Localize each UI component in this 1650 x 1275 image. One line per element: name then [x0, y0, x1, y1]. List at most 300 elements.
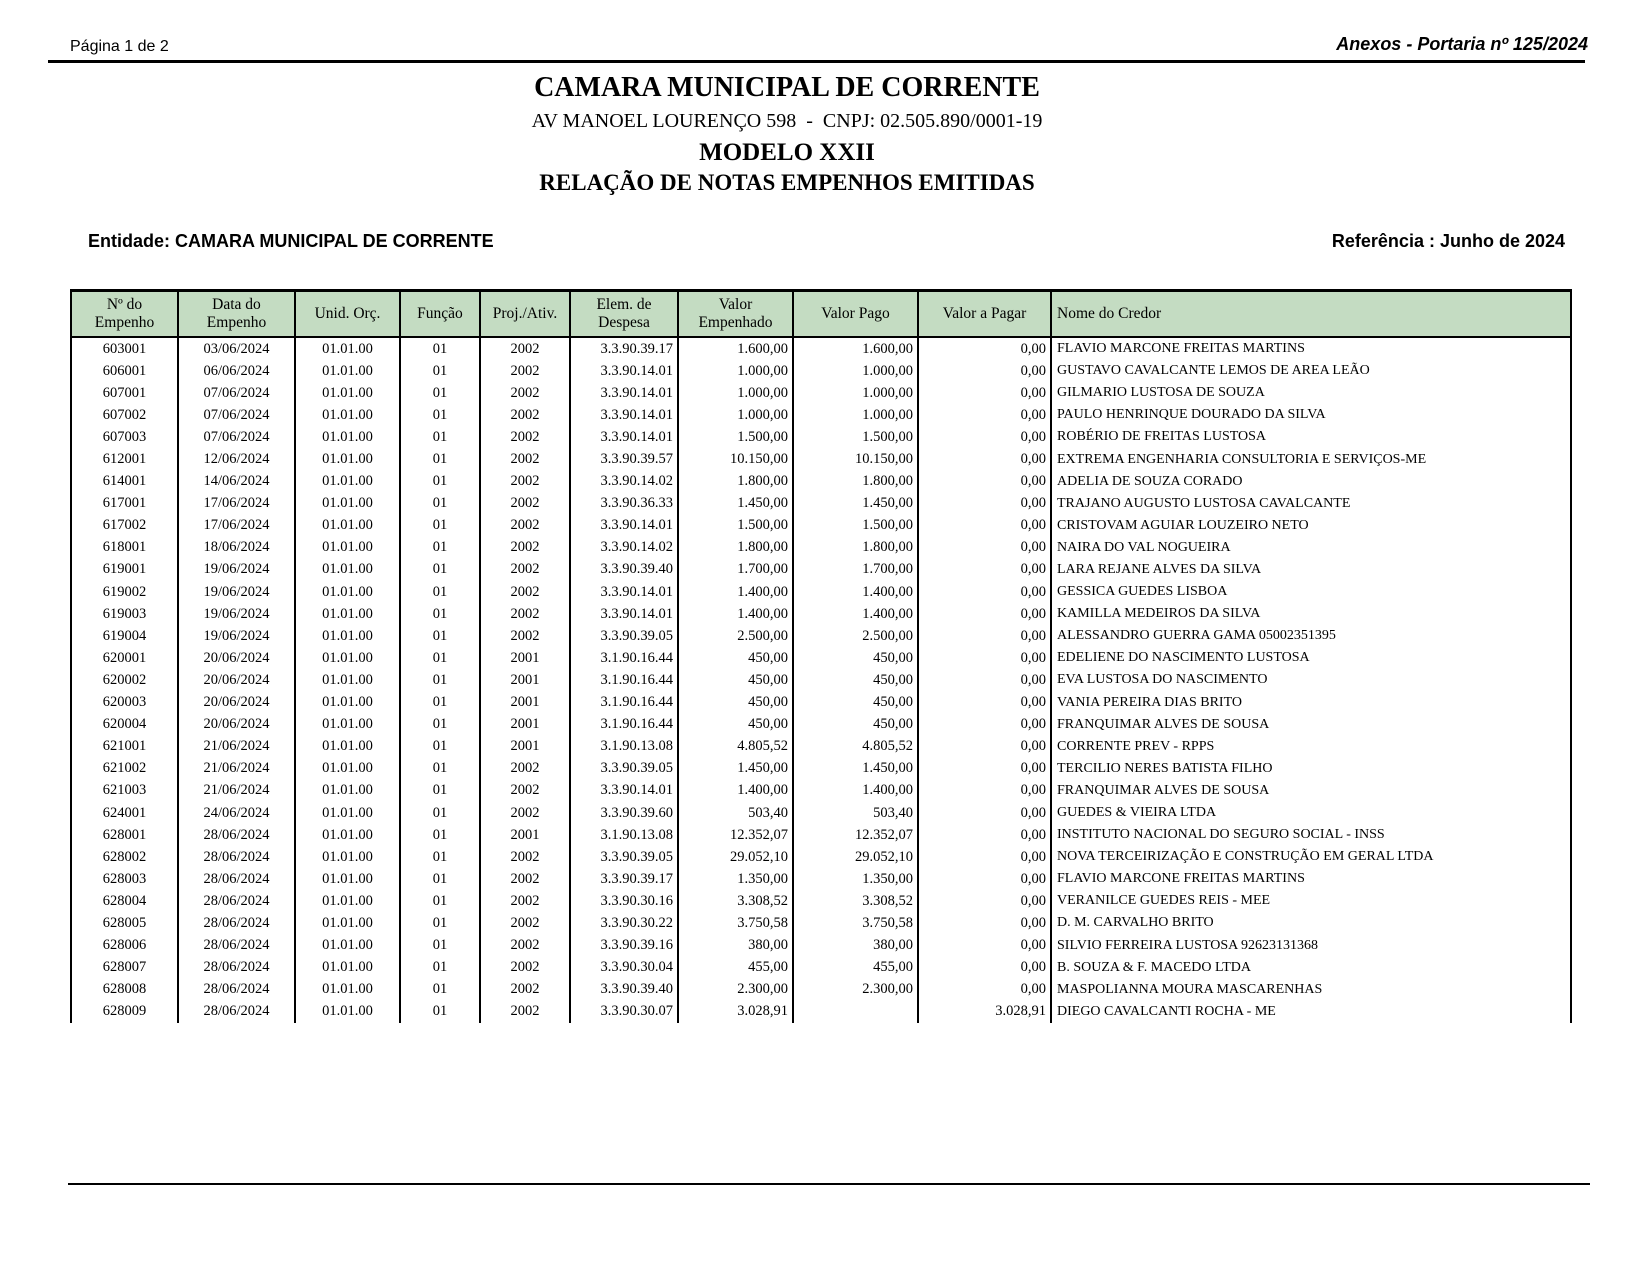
cell-funcao: 01 [400, 890, 480, 912]
cell-funcao: 01 [400, 360, 480, 382]
cell-nome-credor: EVA LUSTOSA DO NASCIMENTO [1051, 669, 1571, 691]
cell-proj-ativ: 2002 [480, 471, 570, 493]
cell-valor-a-pagar: 0,00 [918, 935, 1051, 957]
table-row [71, 647, 1571, 669]
cell-valor-a-pagar: 0,00 [918, 360, 1051, 382]
cell-numero-empenho: 617002 [71, 515, 178, 537]
cell-funcao: 01 [400, 912, 480, 934]
cell-elem-despesa: 3.3.90.14.02 [570, 537, 678, 559]
cell-numero-empenho: 628008 [71, 979, 178, 1001]
cell-unid-orc: 01.01.00 [295, 714, 400, 736]
cell-valor-empenhado: 1.400,00 [678, 780, 793, 802]
table-row [71, 824, 1571, 846]
cell-data-empenho: 28/06/2024 [178, 935, 295, 957]
cell-funcao: 01 [400, 714, 480, 736]
cell-numero-empenho: 617001 [71, 493, 178, 515]
cell-proj-ativ: 2002 [480, 625, 570, 647]
cell-numero-empenho: 607003 [71, 426, 178, 448]
cell-unid-orc: 01.01.00 [295, 669, 400, 691]
cell-numero-empenho: 612001 [71, 448, 178, 470]
cell-valor-empenhado: 1.000,00 [678, 404, 793, 426]
cell-numero-empenho: 618001 [71, 537, 178, 559]
cell-nome-credor: ROBÉRIO DE FREITAS LUSTOSA [1051, 426, 1571, 448]
cell-valor-pago: 1.450,00 [793, 493, 918, 515]
cell-funcao: 01 [400, 581, 480, 603]
cell-funcao: 01 [400, 758, 480, 780]
cell-proj-ativ: 2002 [480, 603, 570, 625]
table-row [71, 448, 1571, 470]
cell-nome-credor: TRAJANO AUGUSTO LUSTOSA CAVALCANTE [1051, 493, 1571, 515]
cell-valor-empenhado: 3.028,91 [678, 1001, 793, 1023]
cell-valor-a-pagar: 0,00 [918, 448, 1051, 470]
table-row [71, 537, 1571, 559]
cell-funcao: 01 [400, 692, 480, 714]
cell-funcao: 01 [400, 515, 480, 537]
cell-data-empenho: 20/06/2024 [178, 692, 295, 714]
cell-proj-ativ: 2002 [480, 426, 570, 448]
cell-valor-pago: 2.500,00 [793, 625, 918, 647]
cell-unid-orc: 01.01.00 [295, 603, 400, 625]
cell-unid-orc: 01.01.00 [295, 471, 400, 493]
report-table [70, 289, 1572, 1023]
cell-funcao: 01 [400, 868, 480, 890]
org-address-cnpj: AV MANOEL LOURENÇO 598 - CNPJ: 02.505.890/0001-19 [531, 110, 1043, 132]
cell-numero-empenho: 619003 [71, 603, 178, 625]
col-header-funcao: Função [400, 291, 480, 338]
cell-valor-a-pagar: 0,00 [918, 802, 1051, 824]
col-header-elem-despesa: Elem. de Despesa [570, 291, 678, 338]
col-header-proj-ativ: Proj./Ativ. [480, 291, 570, 338]
cell-numero-empenho: 607001 [71, 382, 178, 404]
col-header-data-empenho: Data do Empenho [178, 291, 295, 338]
cell-proj-ativ: 2002 [480, 448, 570, 470]
cell-proj-ativ: 2002 [480, 559, 570, 581]
cell-data-empenho: 07/06/2024 [178, 426, 295, 448]
cell-numero-empenho: 614001 [71, 471, 178, 493]
cell-funcao: 01 [400, 1001, 480, 1023]
table-row [71, 515, 1571, 537]
cell-elem-despesa: 3.1.90.16.44 [570, 669, 678, 691]
cell-valor-pago: 3.750,58 [793, 912, 918, 934]
cell-valor-empenhado: 450,00 [678, 692, 793, 714]
cell-nome-credor: MASPOLIANNA MOURA MASCARENHAS [1051, 979, 1571, 1001]
table-row [71, 692, 1571, 714]
cell-unid-orc: 01.01.00 [295, 537, 400, 559]
cell-elem-despesa: 3.3.90.14.01 [570, 603, 678, 625]
cell-valor-a-pagar: 0,00 [918, 669, 1051, 691]
cell-nome-credor: KAMILLA MEDEIROS DA SILVA [1051, 603, 1571, 625]
cell-proj-ativ: 2002 [480, 382, 570, 404]
cell-elem-despesa: 3.3.90.30.22 [570, 912, 678, 934]
cell-nome-credor: NAIRA DO VAL NOGUEIRA [1051, 537, 1571, 559]
cell-data-empenho: 21/06/2024 [178, 758, 295, 780]
cell-proj-ativ: 2002 [480, 758, 570, 780]
cell-valor-a-pagar: 0,00 [918, 625, 1051, 647]
footer-rule [68, 1183, 1590, 1185]
cell-nome-credor: FRANQUIMAR ALVES DE SOUSA [1051, 714, 1571, 736]
cell-numero-empenho: 621002 [71, 758, 178, 780]
cell-numero-empenho: 620002 [71, 669, 178, 691]
cell-valor-empenhado: 450,00 [678, 647, 793, 669]
cell-valor-empenhado: 10.150,00 [678, 448, 793, 470]
cell-elem-despesa: 3.3.90.14.02 [570, 471, 678, 493]
cell-data-empenho: 28/06/2024 [178, 868, 295, 890]
cell-data-empenho: 19/06/2024 [178, 625, 295, 647]
cell-valor-a-pagar: 0,00 [918, 979, 1051, 1001]
cell-valor-pago: 380,00 [793, 935, 918, 957]
cell-valor-empenhado: 1.500,00 [678, 426, 793, 448]
table-row [71, 802, 1571, 824]
cell-proj-ativ: 2002 [480, 979, 570, 1001]
cell-data-empenho: 28/06/2024 [178, 1001, 295, 1023]
cell-nome-credor: INSTITUTO NACIONAL DO SEGURO SOCIAL - INSS [1051, 824, 1571, 846]
cell-valor-pago [793, 1001, 918, 1023]
cell-valor-pago: 450,00 [793, 714, 918, 736]
cell-elem-despesa: 3.3.90.30.16 [570, 890, 678, 912]
cell-funcao: 01 [400, 426, 480, 448]
cell-valor-empenhado: 1.450,00 [678, 493, 793, 515]
cell-unid-orc: 01.01.00 [295, 868, 400, 890]
cell-funcao: 01 [400, 824, 480, 846]
table-row [71, 912, 1571, 934]
reference-label: Referência : Junho de 2024 [1331, 231, 1565, 251]
cell-unid-orc: 01.01.00 [295, 382, 400, 404]
cell-data-empenho: 28/06/2024 [178, 912, 295, 934]
cell-valor-a-pagar: 0,00 [918, 714, 1051, 736]
cell-data-empenho: 07/06/2024 [178, 404, 295, 426]
cell-unid-orc: 01.01.00 [295, 404, 400, 426]
cell-proj-ativ: 2002 [480, 957, 570, 979]
table-row [71, 337, 1571, 360]
table-row [71, 758, 1571, 780]
table-row [71, 957, 1571, 979]
cell-nome-credor: PAULO HENRINQUE DOURADO DA SILVA [1051, 404, 1571, 426]
cell-funcao: 01 [400, 625, 480, 647]
cell-nome-credor: GUEDES & VIEIRA LTDA [1051, 802, 1571, 824]
cell-unid-orc: 01.01.00 [295, 337, 400, 360]
cell-numero-empenho: 628007 [71, 957, 178, 979]
cell-unid-orc: 01.01.00 [295, 1001, 400, 1023]
cell-proj-ativ: 2002 [480, 935, 570, 957]
cell-valor-empenhado: 1.400,00 [678, 581, 793, 603]
cell-elem-despesa: 3.3.90.39.17 [570, 868, 678, 890]
cell-valor-a-pagar: 0,00 [918, 736, 1051, 758]
cell-funcao: 01 [400, 493, 480, 515]
cell-numero-empenho: 628009 [71, 1001, 178, 1023]
cell-data-empenho: 18/06/2024 [178, 537, 295, 559]
cell-proj-ativ: 2001 [480, 824, 570, 846]
cell-proj-ativ: 2002 [480, 780, 570, 802]
cell-valor-empenhado: 1.000,00 [678, 360, 793, 382]
col-header-nome-credor: Nome do Credor [1051, 291, 1571, 338]
cell-unid-orc: 01.01.00 [295, 448, 400, 470]
cell-proj-ativ: 2002 [480, 337, 570, 360]
cell-proj-ativ: 2002 [480, 868, 570, 890]
cell-nome-credor: B. SOUZA & F. MACEDO LTDA [1051, 957, 1571, 979]
cell-funcao: 01 [400, 448, 480, 470]
cell-valor-pago: 1.000,00 [793, 360, 918, 382]
cell-valor-empenhado: 1.400,00 [678, 603, 793, 625]
model-title: MODELO XXII [699, 139, 875, 166]
cell-valor-empenhado: 29.052,10 [678, 846, 793, 868]
cell-data-empenho: 07/06/2024 [178, 382, 295, 404]
table-row [71, 669, 1571, 691]
cell-valor-pago: 1.500,00 [793, 515, 918, 537]
cell-funcao: 01 [400, 957, 480, 979]
table-body [71, 337, 1571, 1023]
cell-funcao: 01 [400, 537, 480, 559]
header-rule [48, 60, 1585, 63]
cell-valor-pago: 1.400,00 [793, 780, 918, 802]
cell-funcao: 01 [400, 337, 480, 360]
cell-numero-empenho: 628003 [71, 868, 178, 890]
cell-valor-empenhado: 3.308,52 [678, 890, 793, 912]
cell-valor-a-pagar: 0,00 [918, 426, 1051, 448]
cell-funcao: 01 [400, 471, 480, 493]
cell-valor-pago: 1.000,00 [793, 404, 918, 426]
table-row [71, 780, 1571, 802]
cell-valor-a-pagar: 0,00 [918, 957, 1051, 979]
cell-elem-despesa: 3.3.90.39.05 [570, 758, 678, 780]
cell-numero-empenho: 624001 [71, 802, 178, 824]
table-row [71, 714, 1571, 736]
cell-elem-despesa: 3.3.90.30.04 [570, 957, 678, 979]
cell-nome-credor: CORRENTE PREV - RPPS [1051, 736, 1571, 758]
cell-numero-empenho: 628001 [71, 824, 178, 846]
cell-valor-empenhado: 1.600,00 [678, 337, 793, 360]
cell-valor-pago: 1.400,00 [793, 603, 918, 625]
cell-funcao: 01 [400, 647, 480, 669]
cell-elem-despesa: 3.3.90.39.17 [570, 337, 678, 360]
cell-unid-orc: 01.01.00 [295, 736, 400, 758]
cell-unid-orc: 01.01.00 [295, 758, 400, 780]
cell-valor-a-pagar: 0,00 [918, 912, 1051, 934]
cell-valor-empenhado: 503,40 [678, 802, 793, 824]
cell-valor-a-pagar: 0,00 [918, 581, 1051, 603]
cell-data-empenho: 20/06/2024 [178, 714, 295, 736]
cell-valor-pago: 1.400,00 [793, 581, 918, 603]
table-row [71, 868, 1571, 890]
page-indicator: Página 1 de 2 [70, 38, 169, 55]
table-header-row [71, 291, 1571, 338]
cell-data-empenho: 19/06/2024 [178, 603, 295, 625]
cell-elem-despesa: 3.3.90.30.07 [570, 1001, 678, 1023]
cell-elem-despesa: 3.1.90.16.44 [570, 692, 678, 714]
cell-numero-empenho: 606001 [71, 360, 178, 382]
cell-valor-pago: 1.800,00 [793, 537, 918, 559]
cell-proj-ativ: 2002 [480, 581, 570, 603]
col-header-valor-empenhado: Valor Empenhado [678, 291, 793, 338]
cell-valor-a-pagar: 0,00 [918, 515, 1051, 537]
cell-valor-pago: 12.352,07 [793, 824, 918, 846]
cell-numero-empenho: 603001 [71, 337, 178, 360]
cell-nome-credor: CRISTOVAM AGUIAR LOUZEIRO NETO [1051, 515, 1571, 537]
table-row [71, 736, 1571, 758]
cell-valor-empenhado: 380,00 [678, 935, 793, 957]
cell-unid-orc: 01.01.00 [295, 890, 400, 912]
table-row [71, 471, 1571, 493]
cell-proj-ativ: 2001 [480, 647, 570, 669]
cell-data-empenho: 28/06/2024 [178, 824, 295, 846]
cell-funcao: 01 [400, 404, 480, 426]
cell-valor-empenhado: 1.800,00 [678, 537, 793, 559]
cell-numero-empenho: 619001 [71, 559, 178, 581]
cell-proj-ativ: 2001 [480, 669, 570, 691]
empenhos-table [70, 289, 1572, 1023]
cell-data-empenho: 24/06/2024 [178, 802, 295, 824]
cell-valor-a-pagar: 0,00 [918, 647, 1051, 669]
cell-funcao: 01 [400, 935, 480, 957]
cell-valor-pago: 4.805,52 [793, 736, 918, 758]
cell-proj-ativ: 2002 [480, 360, 570, 382]
cell-data-empenho: 28/06/2024 [178, 846, 295, 868]
cell-elem-despesa: 3.3.90.14.01 [570, 515, 678, 537]
cell-elem-despesa: 3.3.90.39.05 [570, 846, 678, 868]
cell-proj-ativ: 2001 [480, 736, 570, 758]
cell-nome-credor: TERCILIO NERES BATISTA FILHO [1051, 758, 1571, 780]
cell-valor-empenhado: 1.700,00 [678, 559, 793, 581]
cell-proj-ativ: 2002 [480, 802, 570, 824]
cell-data-empenho: 21/06/2024 [178, 736, 295, 758]
cell-unid-orc: 01.01.00 [295, 360, 400, 382]
cell-valor-pago: 450,00 [793, 692, 918, 714]
cell-valor-pago: 503,40 [793, 802, 918, 824]
cell-funcao: 01 [400, 802, 480, 824]
cell-elem-despesa: 3.3.90.39.05 [570, 625, 678, 647]
cell-funcao: 01 [400, 603, 480, 625]
cell-proj-ativ: 2001 [480, 692, 570, 714]
cell-valor-empenhado: 2.300,00 [678, 979, 793, 1001]
cell-data-empenho: 19/06/2024 [178, 559, 295, 581]
cell-numero-empenho: 620001 [71, 647, 178, 669]
cell-nome-credor: VERANILCE GUEDES REIS - MEE [1051, 890, 1571, 912]
cell-valor-pago: 1.000,00 [793, 382, 918, 404]
col-header-unid-orc: Unid. Orç. [295, 291, 400, 338]
cell-nome-credor: ALESSANDRO GUERRA GAMA 05002351395 [1051, 625, 1571, 647]
table-row [71, 979, 1571, 1001]
cell-valor-a-pagar: 0,00 [918, 780, 1051, 802]
cell-elem-despesa: 3.1.90.16.44 [570, 647, 678, 669]
table-row [71, 625, 1571, 647]
cell-numero-empenho: 628006 [71, 935, 178, 957]
table-row [71, 382, 1571, 404]
cell-unid-orc: 01.01.00 [295, 979, 400, 1001]
cell-elem-despesa: 3.3.90.14.01 [570, 382, 678, 404]
cell-data-empenho: 20/06/2024 [178, 647, 295, 669]
cell-data-empenho: 28/06/2024 [178, 957, 295, 979]
cell-valor-pago: 450,00 [793, 647, 918, 669]
cell-elem-despesa: 3.3.90.39.40 [570, 559, 678, 581]
cell-funcao: 01 [400, 736, 480, 758]
table-row [71, 404, 1571, 426]
table-row [71, 559, 1571, 581]
cell-elem-despesa: 3.3.90.39.60 [570, 802, 678, 824]
cell-unid-orc: 01.01.00 [295, 515, 400, 537]
cell-data-empenho: 17/06/2024 [178, 493, 295, 515]
cell-nome-credor: ADELIA DE SOUZA CORADO [1051, 471, 1571, 493]
cell-elem-despesa: 3.3.90.14.01 [570, 360, 678, 382]
cell-valor-pago: 2.300,00 [793, 979, 918, 1001]
cell-data-empenho: 28/06/2024 [178, 890, 295, 912]
cell-valor-pago: 1.800,00 [793, 471, 918, 493]
cell-valor-pago: 1.500,00 [793, 426, 918, 448]
cell-nome-credor: NOVA TERCEIRIZAÇÃO E CONSTRUÇÃO EM GERAL LTDA [1051, 846, 1571, 868]
cell-nome-credor: EDELIENE DO NASCIMENTO LUSTOSA [1051, 647, 1571, 669]
cell-nome-credor: GILMARIO LUSTOSA DE SOUZA [1051, 382, 1571, 404]
cell-data-empenho: 21/06/2024 [178, 780, 295, 802]
cell-data-empenho: 17/06/2024 [178, 515, 295, 537]
cell-valor-empenhado: 1.000,00 [678, 382, 793, 404]
cell-valor-a-pagar: 0,00 [918, 846, 1051, 868]
cell-elem-despesa: 3.1.90.13.08 [570, 736, 678, 758]
col-header-valor-pago: Valor Pago [793, 291, 918, 338]
cell-funcao: 01 [400, 780, 480, 802]
cell-funcao: 01 [400, 846, 480, 868]
report-title: RELAÇÃO DE NOTAS EMPENHOS EMITIDAS [539, 170, 1035, 195]
cell-elem-despesa: 3.3.90.14.01 [570, 581, 678, 603]
cell-funcao: 01 [400, 382, 480, 404]
cell-elem-despesa: 3.1.90.16.44 [570, 714, 678, 736]
cell-valor-empenhado: 12.352,07 [678, 824, 793, 846]
cell-proj-ativ: 2001 [480, 714, 570, 736]
cell-valor-a-pagar: 0,00 [918, 868, 1051, 890]
cell-proj-ativ: 2002 [480, 890, 570, 912]
cell-nome-credor: LARA REJANE ALVES DA SILVA [1051, 559, 1571, 581]
table-row [71, 890, 1571, 912]
cell-valor-a-pagar: 0,00 [918, 382, 1051, 404]
table-row [71, 846, 1571, 868]
cell-valor-empenhado: 1.800,00 [678, 471, 793, 493]
cell-unid-orc: 01.01.00 [295, 957, 400, 979]
cell-valor-a-pagar: 0,00 [918, 758, 1051, 780]
cell-valor-pago: 29.052,10 [793, 846, 918, 868]
cell-valor-a-pagar: 0,00 [918, 559, 1051, 581]
cell-elem-despesa: 3.3.90.39.16 [570, 935, 678, 957]
cell-elem-despesa: 3.3.90.36.33 [570, 493, 678, 515]
cell-nome-credor: EXTREMA ENGENHARIA CONSULTORIA E SERVIÇOS-ME [1051, 448, 1571, 470]
cell-proj-ativ: 2002 [480, 537, 570, 559]
cell-valor-pago: 3.308,52 [793, 890, 918, 912]
cell-valor-a-pagar: 0,00 [918, 471, 1051, 493]
cell-proj-ativ: 2002 [480, 515, 570, 537]
cell-valor-a-pagar: 0,00 [918, 890, 1051, 912]
table-row [71, 426, 1571, 448]
cell-nome-credor: GESSICA GUEDES LISBOA [1051, 581, 1571, 603]
cell-unid-orc: 01.01.00 [295, 581, 400, 603]
cell-nome-credor: SILVIO FERREIRA LUSTOSA 92623131368 [1051, 935, 1571, 957]
cell-nome-credor: FLAVIO MARCONE FREITAS MARTINS [1051, 868, 1571, 890]
cell-valor-a-pagar: 0,00 [918, 537, 1051, 559]
table-row [71, 1001, 1571, 1023]
cell-proj-ativ: 2002 [480, 404, 570, 426]
table-row [71, 493, 1571, 515]
cell-valor-pago: 1.450,00 [793, 758, 918, 780]
cell-valor-empenhado: 1.450,00 [678, 758, 793, 780]
cell-nome-credor: VANIA PEREIRA DIAS BRITO [1051, 692, 1571, 714]
cell-elem-despesa: 3.1.90.13.08 [570, 824, 678, 846]
cell-data-empenho: 28/06/2024 [178, 979, 295, 1001]
table-row [71, 603, 1571, 625]
cell-unid-orc: 01.01.00 [295, 426, 400, 448]
cell-proj-ativ: 2002 [480, 1001, 570, 1023]
cell-valor-empenhado: 1.500,00 [678, 515, 793, 537]
cell-elem-despesa: 3.3.90.14.01 [570, 426, 678, 448]
cell-valor-a-pagar: 0,00 [918, 824, 1051, 846]
cell-unid-orc: 01.01.00 [295, 647, 400, 669]
cell-nome-credor: FRANQUIMAR ALVES DE SOUSA [1051, 780, 1571, 802]
cell-numero-empenho: 619002 [71, 581, 178, 603]
cell-data-empenho: 20/06/2024 [178, 669, 295, 691]
